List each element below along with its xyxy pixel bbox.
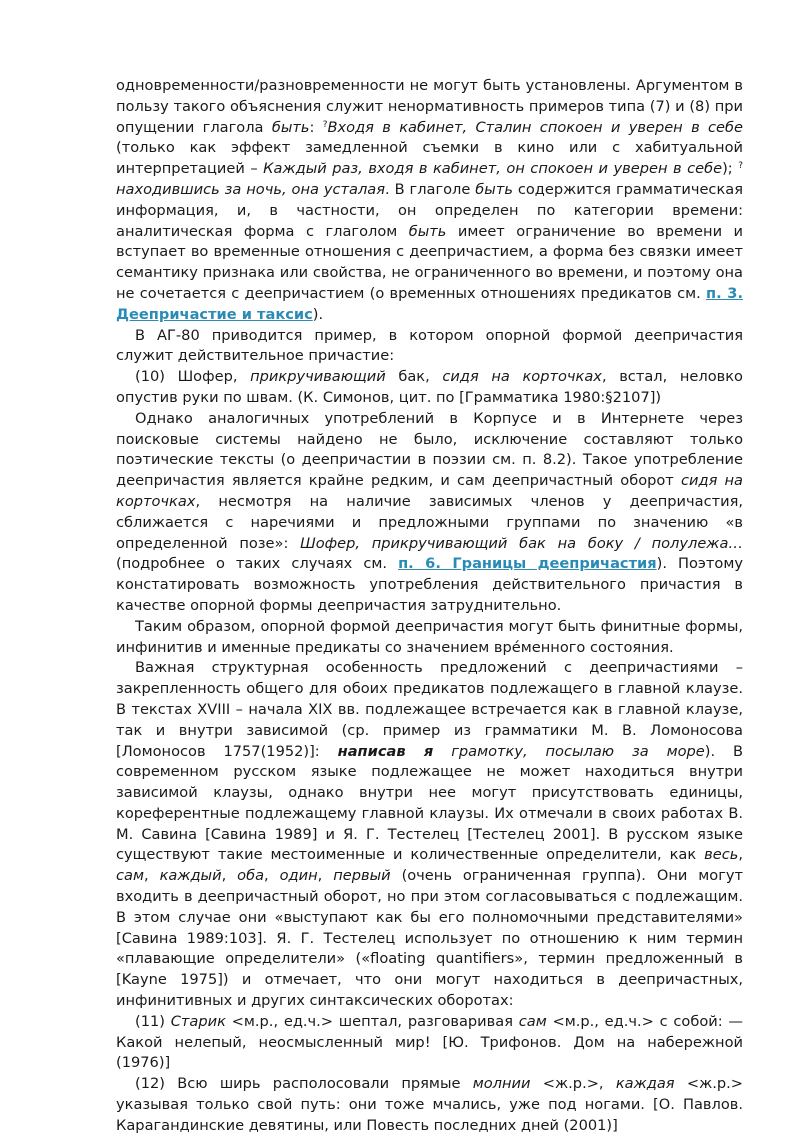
text-run: В АГ-80 приводится пример, в котором опорной формой деепричастия служит действительное причастие: (116, 326, 743, 365)
italic-text: Входя в кабинет, Сталин спокоен и уверен в себе (327, 118, 743, 136)
acceptability-mark: ? (738, 161, 743, 172)
italic-text: сидя на корточках (116, 472, 743, 510)
paragraph-1 (116, 76, 743, 326)
italic-text: Старик (170, 1012, 226, 1030)
italic-text: Каждый раз, входя в кабинет, он спокоен и уверен в себе (263, 160, 723, 178)
italic-text: Шофер, прикручивающий бак на боку / полулежа… (300, 534, 743, 552)
paragraph-2 (116, 326, 743, 368)
text-run: , (738, 846, 743, 864)
italic-text: быть (271, 118, 310, 136)
text-run: Таким образом, опорной формой деепричастия могут быть финитные формы, инфинитив и именные предикаты со значением вре́менного состояния. (116, 617, 743, 656)
text-run: <ж.р.> указывая только свой путь: они тоже мчались, уже под ногами. [О. Павлов. Карагандинские девятины, или Повесть последних дней (2001)] (116, 1075, 743, 1134)
text-run: <м.р., ед.ч.> с собой: — Какой нелепый, неосмысленный мир! [Ю. Трифонов. Дом на набережной (1976)] (116, 1012, 743, 1072)
text-run: содержится грамматическая информация, и, в частности, он определен по категории времени: аналитическая форма с глаголом (116, 180, 743, 240)
example-12 (116, 1074, 743, 1136)
text-run: , (317, 867, 334, 885)
text-run: , (264, 867, 280, 885)
section-link[interactable]: п. 3. Деепричастие и таксис (116, 284, 743, 323)
italic-text: сидя на корточках (442, 368, 602, 386)
paragraph-3 (116, 409, 743, 617)
text-run: ). В современном русском языке подлежащее не может находиться внутри зависимой клаузы, однако внутри нее могут присутствовать единицы, кореферентные подлежащему главной клаузы. Их отмечали в своих работах В. М. Савина [Савина 1989] и Я. Г. Тестелец [Тестелец 2001]. В русском языке существуют такие местоименные и количественные определители, как (116, 742, 744, 864)
text-run: , (143, 867, 160, 885)
italic-text: первый (333, 867, 391, 885)
text-run: (11) (135, 1012, 171, 1030)
text-run: бак, (385, 368, 443, 386)
italic-text: быть (475, 180, 513, 198)
italic-text: грамотку, посылаю за море (451, 742, 705, 760)
text-run: (12) Всю ширь располосовали прямые (135, 1075, 473, 1093)
text-run: . В глаголе (385, 180, 476, 198)
italic-text: каждый (159, 867, 222, 885)
text-run: , (221, 867, 238, 885)
italic-text: быть (408, 222, 447, 240)
text-run (433, 743, 451, 760)
bold-italic-text: написав я (337, 742, 434, 760)
text-run: : (309, 118, 323, 136)
text-run: ); (722, 160, 739, 178)
italic-text: один (279, 867, 318, 885)
italic-text: прикручивающий (250, 368, 386, 386)
example-11 (116, 1012, 743, 1074)
text-run: (подробнее о таких случаях см. (116, 555, 399, 573)
text-run: ). Поэтому констатировать возможность употребления действительного причастия в качестве опорной формы деепричастия затруднительно. (116, 555, 743, 614)
italic-text: сам (116, 867, 144, 885)
text-run: <ж.р.>, (530, 1075, 616, 1093)
text-run: , встал, неловко опустив руки по швам. (К. Симонов, цит. по [Грамматика 1980:§2107]) (116, 368, 743, 406)
acceptability-mark: ? (322, 119, 328, 130)
text-run: ). (312, 305, 324, 323)
italic-text: сам (518, 1012, 547, 1030)
paragraph-5 (116, 658, 743, 1012)
italic-text: находившись за ночь, она усталая (116, 180, 386, 198)
text-run: (10) Шофер, (135, 368, 251, 386)
text-run: , несмотря на наличие зависимых членов у деепричастия, сближается с наречиями и предложными группами по значению «в определенной позе»: (116, 492, 743, 552)
section-link[interactable]: п. 6. Границы деепричастия (398, 555, 657, 573)
text-run: <м.р., ед.ч.> шептал, разговаривая (225, 1012, 519, 1030)
text-run: Важная структурная особенность предложений с деепричастиями – закрепленность общего для обоих предикатов подлежащего в главной клаузе. В текстах XVIII – начала XIX вв. подлежащее встречается как в главной клаузе, так и внутри зависимой (ср. пример из грамматики М. В. Ломоносова [Ломоносов 1757(1952)]: (116, 659, 743, 760)
italic-text: оба (237, 867, 265, 885)
text-run: (только как эффект замедленной съемки в кино или с хабитуальной интерпретацией – (116, 139, 743, 178)
example-10 (116, 367, 743, 409)
italic-text: весь (704, 846, 739, 864)
paragraph-4 (116, 617, 743, 659)
italic-text: каждая (615, 1075, 675, 1093)
text-run: Однако аналогичных употреблений в Корпусе и в Интернете через поисковые системы найдено не было, исключение составляют только поэтические тексты (о деепричастии в поэзии см. п. 8.2). Такое употребление деепричастия является крайне редким, и сам деепричастный оборот (116, 409, 743, 490)
italic-text: молнии (472, 1075, 531, 1093)
text-run: имеет ограничение во времени и вступает во временные отношения с деепричастием, а форма без связки имеет семантику признака или свойства, не ограниченного во времени, и поэтому она не сочетается с деепричастием (о временных отношениях предикатов см. (116, 222, 744, 302)
text-run: (очень ограниченная группа). Они могут входить в деепричастный оборот, но при этом согласовываться с подлежащим. В этом случае они «выступают как бы его полномочными представителями» [Савина 1989:103]. Я. Г. Тестелец использует по отношению к ним термин «плавающие определители» («floating quantifiers», термин предложенный в [Kayne 1975]) и отмечает, что они могут находиться в деепричастных, инфинитивных и других синтаксических оборотах: (116, 867, 744, 1010)
text-run: одновременности/разновременности не могут быть установлены. Аргументом в пользу такого объяснения служит ненормативность примеров типа (7) и (8) при опущении глагола (116, 77, 743, 136)
